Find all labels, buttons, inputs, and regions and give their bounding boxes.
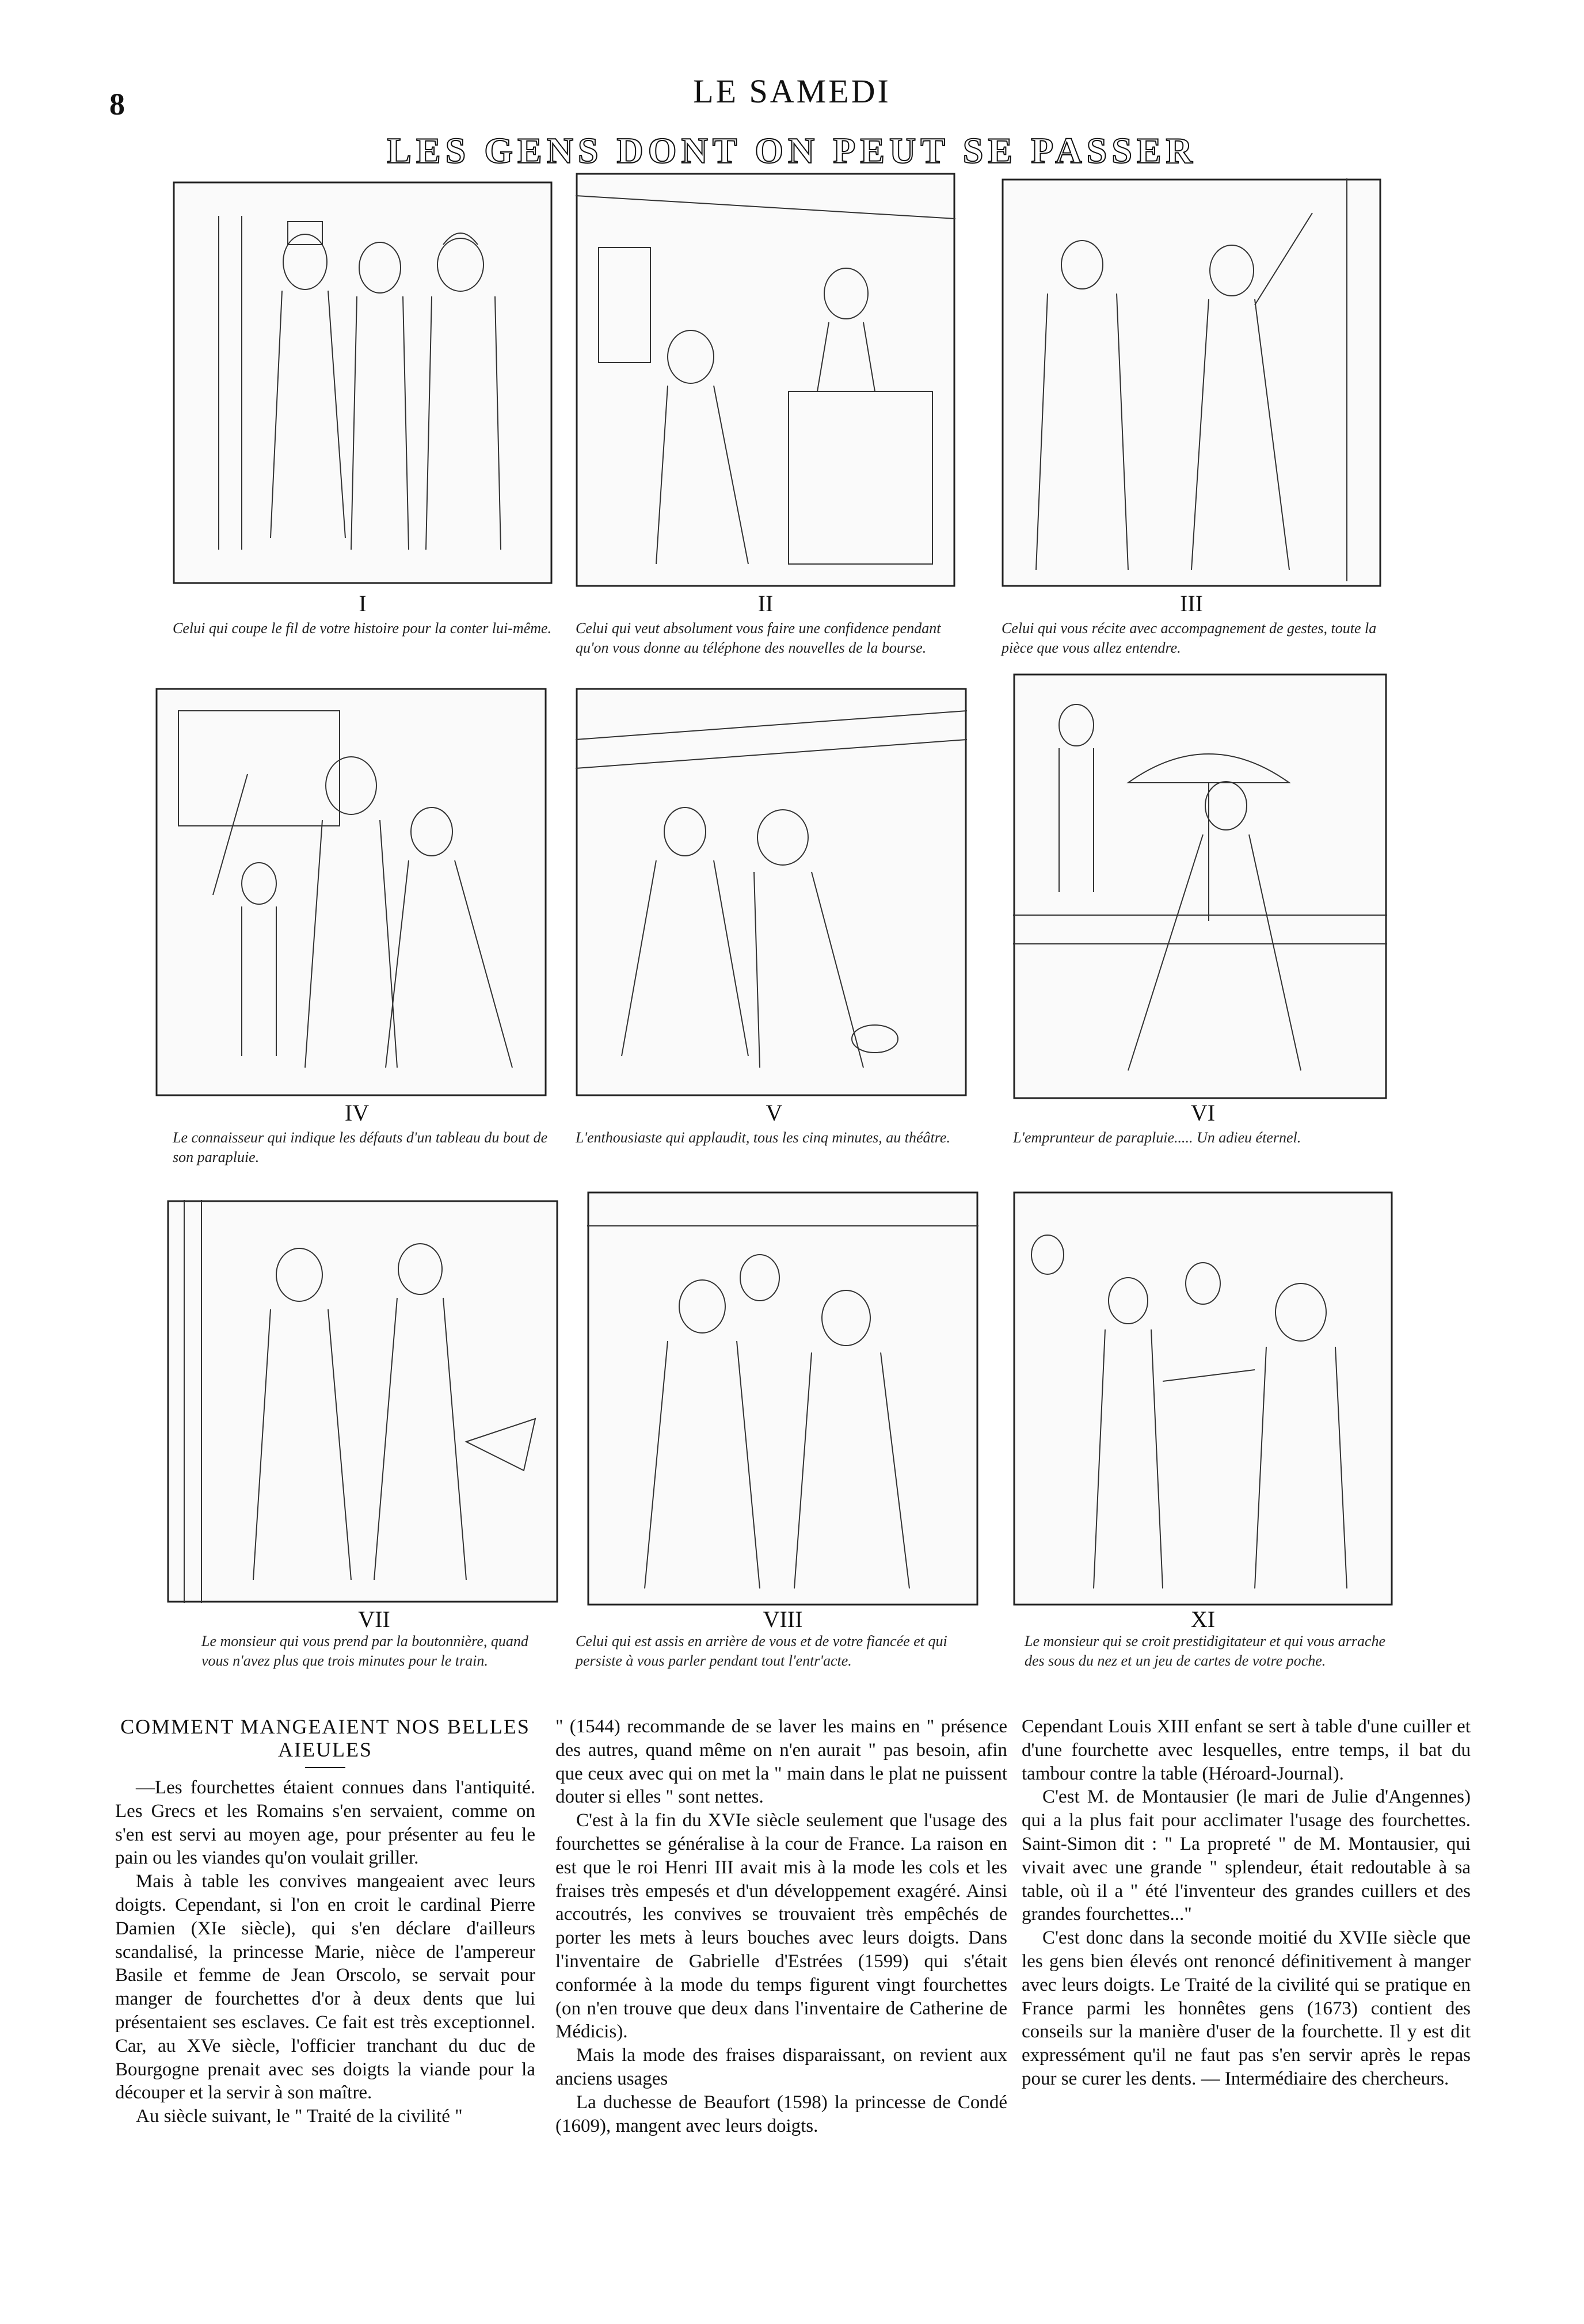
panel-numeral-2: II [757, 590, 774, 616]
illustration-panel-1 [173, 181, 553, 584]
page-title: LES GENS DONT ON PEUT SE PASSER [387, 130, 1197, 171]
panel-numeral-1: I [359, 590, 367, 616]
illustration-panel-4 [155, 688, 547, 1096]
panel-numeral-5: V [766, 1100, 783, 1126]
article-paragraph: —Les fourchettes étaient connues dans l'antiquité. Les Grecs et les Romains s'en servaient, comme on s'en est servi au moyen age, pour présenter au feu le pain ou les viandes qu'on voulait griller. [115, 1777, 535, 1869]
panel-caption-5: L'enthousiaste qui applaudit, tous les cinq minutes, au théâtre. [576, 1129, 950, 1146]
article-column-2 [555, 1715, 1007, 2138]
panel-caption-4: Le connaisseur qui indique les défauts d'un tableau du bout de son parapluie. [173, 1129, 548, 1165]
panel-caption-1: Celui qui coupe le fil de votre histoire pour la conter lui-même. [173, 620, 552, 637]
panel-numeral-9: XI [1190, 1606, 1216, 1632]
article-paragraph: Mais à table les convives mangeaient avec leurs doigts. Cependant, si l'on en croit le cardinal Pierre Damien (XIe siècle), qui s'en déclare d'ailleurs scandalisé, la princesse Marie, nièce de l'ampereur Basile et femme de Jean Orscolo, se servait pour manger de fourchettes d'or à deux dents que lui présentaient ses esclaves. Ce fait est très exceptionnel. Car, au XVe siècle, l'officier tranchant du duc de Bourgogne prenait avec ses doigts la viande pour la découper et la servir à son maître. [115, 1871, 535, 2104]
panel-caption-9: Le monsieur qui se croit prestidigitateur et qui vous arrache des sous du nez et un jeu de cartes de votre poche. [1025, 1633, 1386, 1669]
panel-numeral-7: VII [358, 1606, 390, 1632]
panel-caption-6: L'emprunteur de parapluie..... Un adieu éternel. [1013, 1129, 1301, 1146]
article-paragraph: Mais la mode des fraises disparaissant, on revient aux anciens usages [555, 2045, 1007, 2089]
article-paragraph: " (1544) recommande de se laver les mains en " présence des autres, quand même on n'en aurait " pas besoin, afin que ceux avec qui on met la " main dans le plat ne puissent douter si elles " sont nettes. [555, 1716, 1007, 1808]
article-paragraph: C'est M. de Montausier (le mari de Julie d'Angennes) qui a la plus fait pour acclimater l'usage des fourchettes. Saint-Simon dit : " La propreté " de M. Montausier, qui vivait avec une grande " splendeur, était redoutable à sa table, où il a " été l'inventeur des grandes cuillers et des grandes fourchettes..." [1022, 1786, 1471, 1925]
illustration-panel-8 [587, 1191, 978, 1606]
illustration-panel-7 [167, 1200, 558, 1603]
article-paragraph: Au siècle suivant, le " Traité de la civilité " [136, 2106, 463, 2127]
panel-numeral-3: III [1180, 590, 1203, 616]
panel-caption-7: Le monsieur qui vous prend par la boutonnière, quand vous n'avez plus que trois minutes pour le train. [201, 1633, 528, 1669]
article-paragraph: C'est à la fin du XVIe siècle seulement que l'usage des fourchettes se généralise à la cour de France. La raison en est que le roi Henri III avait mis à la mode les cols et les fraises très empesés et d'un développement exagéré. Ainsi accoutrés, les convives se trouvaient très empêchés de porter les mets à leurs bouches avec leurs doigts. Dans l'inventaire de Gabrielle d'Estrées (1599) qui s'était conformée à la mode du temps figurent vingt fourchettes (on n'en trouve que deux dans l'inventaire de Catherine de Médicis). [555, 1810, 1007, 2043]
panel-caption-3: Celui qui vous récite avec accompagnement de gestes, toute la pièce que vous allez entendre. [1002, 620, 1377, 656]
illustration-panel-3 [1002, 178, 1381, 587]
illustration-panel-9 [1013, 1191, 1393, 1606]
journal-name: LE SAMEDI [693, 73, 891, 110]
panel-numeral-4: IV [344, 1100, 370, 1126]
page-number: 8 [109, 87, 125, 121]
article-column-1 [115, 1715, 535, 2128]
article-heading: COMMENT MANGEAIENT NOS BELLES AIEULES [120, 1715, 530, 1761]
panel-numeral-8: VIII [763, 1606, 803, 1632]
panel-numeral-6: VI [1190, 1100, 1216, 1126]
panel-caption-2: Celui qui veut absolument vous faire une confidence pendant qu'on vous donne au téléphone des nouvelles de la bourse. [576, 620, 941, 656]
article-paragraph: La duchesse de Beaufort (1598) la princesse de Condé (1609), mangent avec leurs doigts. [555, 2091, 1007, 2136]
article-column-3 [1022, 1715, 1471, 2091]
article-paragraph: Cependant Louis XIII enfant se sert à table d'une cuiller et d'une fourchette avec lesquelles, entre temps, il bat du tambour contre la table (Héroard-Journal). [1022, 1716, 1471, 1784]
illustration-panel-6 [1013, 673, 1387, 1099]
heading-rule [305, 1767, 345, 1768]
illustration-panel-5 [576, 688, 967, 1096]
article-paragraph: C'est donc dans la seconde moitié du XVIIe siècle que les gens bien élevés ont renoncé définitivement à manger avec leurs doigts. Le Traité de la civilité qui se pratique en France parmi les honnêtes gens (1673) contient des conseils sur la manière d'user de la fourchette. Il y est dit expressément qu'il ne faut pas s'en servir après le repas pour se curer les dents. — Intermédiaire des chercheurs. [1022, 1927, 1471, 2089]
illustration-panel-2 [576, 173, 955, 587]
panel-caption-8: Celui qui est assis en arrière de vous et de votre fiancée et qui persiste à vous parler pendant tout l'entr'acte. [576, 1633, 947, 1669]
